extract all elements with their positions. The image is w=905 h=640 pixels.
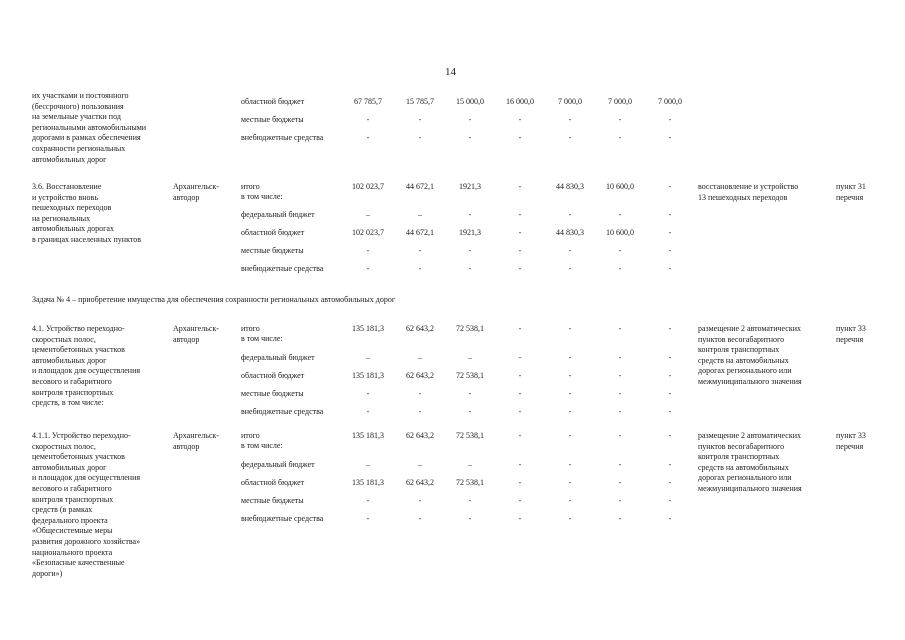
value-total: – [366,460,370,469]
funding-row [0,478,905,489]
value-year-6: - [668,324,672,333]
value-year-3: - [518,182,522,191]
funding-source: областной бюджет [241,97,305,106]
measure-reference: пункт 31 перечня [836,182,866,202]
funding-row [0,324,905,343]
value-year-6: - [668,496,672,505]
value-year-1: 62 643,2 [406,478,434,487]
value-year-2: 1921,3 [459,228,481,237]
value-year-5: - [618,407,622,416]
value-total: - [366,407,370,416]
value-year-4: - [568,389,572,398]
value-year-4: - [568,210,572,219]
value-year-3: - [518,478,522,487]
value-year-6: - [668,389,672,398]
funding-source: федеральный бюджет [241,210,315,219]
value-year-4: - [568,514,572,523]
value-year-6: - [668,246,672,255]
funding-row [0,496,905,507]
value-year-3: - [518,371,522,380]
measure-reference: пункт 33 перечня [836,431,866,451]
value-year-1: 44 672,1 [406,228,434,237]
value-total: 135 181,3 [352,324,384,333]
funding-source: итого в том числе: [241,182,283,201]
value-year-5: 10 600,0 [606,182,634,191]
funding-row [0,228,905,239]
value-year-2: 72 538,1 [456,371,484,380]
funding-row [0,353,905,364]
funding-source: местные бюджеты [241,246,304,255]
funding-source: итого в том числе: [241,431,283,450]
value-year-3: - [518,246,522,255]
value-year-6: - [668,182,672,191]
funding-source: итого в том числе: [241,324,283,343]
value-year-2: 72 538,1 [456,431,484,440]
value-year-5: - [618,431,622,440]
funding-source: федеральный бюджет [241,460,315,469]
measure-executor: Архангельск- автодор [173,431,219,451]
value-year-3: - [518,210,522,219]
value-year-2: - [468,264,472,273]
value-year-6: - [668,210,672,219]
value-year-1: 62 643,2 [406,371,434,380]
value-year-5: - [618,478,622,487]
measure-result: размещение 2 автоматических пунктов весогабаритного контроля транспортных средств на автомобильных дорогах регионального или межмуниципального значения [698,431,802,493]
value-year-4: - [568,324,572,333]
value-year-4: - [568,407,572,416]
value-total: - [366,389,370,398]
value-total: - [366,246,370,255]
value-year-2: - [468,210,472,219]
value-year-1: 62 643,2 [406,324,434,333]
value-year-3: - [518,133,522,142]
value-year-4: - [568,460,572,469]
value-year-2: – [468,460,472,469]
value-year-1: - [418,133,422,142]
value-year-6: - [668,478,672,487]
funding-row [0,371,905,382]
value-year-1: - [418,407,422,416]
value-year-5: 7 000,0 [608,97,632,106]
value-year-4: - [568,115,572,124]
value-year-4: - [568,496,572,505]
funding-row [0,97,905,108]
measure-result: размещение 2 автоматических пунктов весогабаритного контроля транспортных средств на автомобильных дорогах регионального или межмуниципального значения [698,324,802,386]
value-year-6: - [668,431,672,440]
value-year-3: - [518,324,522,333]
value-year-3: - [518,264,522,273]
value-year-1: – [418,353,422,362]
value-total: 67 785,7 [354,97,382,106]
value-year-1: - [418,246,422,255]
value-total: - [366,133,370,142]
value-year-1: 15 785,7 [406,97,434,106]
value-total: - [366,496,370,505]
value-year-5: - [618,514,622,523]
funding-source: местные бюджеты [241,389,304,398]
value-year-5: - [618,371,622,380]
value-year-1: 62 643,2 [406,431,434,440]
value-year-3: - [518,353,522,362]
value-total: - [366,115,370,124]
funding-row [0,210,905,221]
value-year-4: - [568,133,572,142]
value-year-5: - [618,460,622,469]
funding-source: местные бюджеты [241,496,304,505]
funding-row [0,182,905,201]
value-year-3: - [518,228,522,237]
value-year-3: - [518,496,522,505]
value-year-2: 72 538,1 [456,478,484,487]
value-total: 102 023,7 [352,182,384,191]
value-year-5: - [618,353,622,362]
measure-description: 3.6. Восстановление и устройство вновь пешеходных переходов на региональных автомобильных дорогах в границах населенных пунктов [32,182,142,244]
value-year-5: - [618,324,622,333]
value-year-6: - [668,264,672,273]
value-year-1: 44 672,1 [406,182,434,191]
value-year-6: - [668,133,672,142]
measure-reference: пункт 33 перечня [836,324,866,344]
funding-source: областной бюджет [241,478,305,487]
value-total: – [366,353,370,362]
value-total: - [366,514,370,523]
value-year-4: - [568,264,572,273]
value-year-3: - [518,431,522,440]
funding-row [0,514,905,525]
funding-row [0,133,905,144]
value-year-2: 15 000,0 [456,97,484,106]
page-number: 14 [445,66,456,78]
value-total: 135 181,3 [352,371,384,380]
value-year-6: - [668,115,672,124]
value-total: – [366,210,370,219]
value-year-1: - [418,115,422,124]
value-year-1: – [418,210,422,219]
funding-source: внебюджетные средства [241,264,324,273]
value-year-2: - [468,496,472,505]
value-year-5: - [618,133,622,142]
funding-source: федеральный бюджет [241,353,315,362]
value-year-2: - [468,133,472,142]
value-year-2: - [468,514,472,523]
value-year-2: - [468,389,472,398]
funding-row [0,460,905,471]
value-year-5: - [618,496,622,505]
measure-executor: Архангельск- автодор [173,324,219,344]
value-total: 135 181,3 [352,478,384,487]
value-year-6: - [668,407,672,416]
value-year-5: - [618,389,622,398]
value-year-3: - [518,115,522,124]
value-year-6: 7 000,0 [658,97,682,106]
value-year-5: - [618,210,622,219]
value-year-3: - [518,460,522,469]
value-year-5: 10 600,0 [606,228,634,237]
value-year-4: - [568,371,572,380]
task-heading: Задача № 4 – приобретение имущества для обеспечения сохранности региональных автомобильных дорог [32,295,396,304]
value-year-6: - [668,228,672,237]
funding-row [0,264,905,275]
value-year-4: - [568,353,572,362]
funding-row [0,407,905,418]
value-year-5: - [618,264,622,273]
measure-description: 4.1. Устройство переходно- скоростных полос, цементобетонных участков автомобильных дорог и площадок для осуществления весового и габаритного контроля транспортных средств, в том числе: [32,324,141,408]
value-year-4: - [568,246,572,255]
value-year-3: - [518,514,522,523]
value-year-2: - [468,115,472,124]
value-year-4: - [568,431,572,440]
value-year-4: 44 830,3 [556,182,584,191]
value-year-3: - [518,389,522,398]
funding-source: внебюджетные средства [241,407,324,416]
value-year-4: 7 000,0 [558,97,582,106]
value-year-3: - [518,407,522,416]
value-year-2: 72 538,1 [456,324,484,333]
value-year-2: - [468,407,472,416]
value-year-4: 44 830,3 [556,228,584,237]
value-total: 102 023,7 [352,228,384,237]
value-year-6: - [668,371,672,380]
funding-source: областной бюджет [241,371,305,380]
value-year-6: - [668,353,672,362]
funding-row [0,115,905,126]
value-total: 135 181,3 [352,431,384,440]
measure-result: восстановление и устройство 13 пешеходных переходов [698,182,799,202]
value-year-2: 1921,3 [459,182,481,191]
measure-executor: Архангельск- автодор [173,182,219,202]
measure-description: их участками и постоянного (бессрочного) пользования на земельные участки под региональными автомобильными дорогами в рамках обеспечения сохранности региональных автомобильных дорог [32,91,147,164]
value-year-6: - [668,514,672,523]
funding-row [0,389,905,400]
funding-row [0,431,905,450]
measure-description: 4.1.1. Устройство переходно- скоростных полос, цементобетонных участков автомобильных дорог и площадок для осуществления весового и габаритного контроля транспортных средств (в рамках федерального проекта «Общесистемные меры развития дорожного хозяйства» национального проекта «Безопасные качественные дороги») [32,431,141,578]
value-year-1: – [418,460,422,469]
value-year-5: - [618,246,622,255]
value-year-6: - [668,460,672,469]
value-year-1: - [418,389,422,398]
funding-source: внебюджетные средства [241,514,324,523]
value-year-3: 16 000,0 [506,97,534,106]
value-year-1: - [418,264,422,273]
funding-source: областной бюджет [241,228,305,237]
funding-source: внебюджетные средства [241,133,324,142]
value-year-1: - [418,496,422,505]
value-year-1: - [418,514,422,523]
funding-row [0,246,905,257]
funding-source: местные бюджеты [241,115,304,124]
value-year-4: - [568,478,572,487]
value-year-2: - [468,246,472,255]
value-year-2: – [468,353,472,362]
value-total: - [366,264,370,273]
value-year-5: - [618,115,622,124]
